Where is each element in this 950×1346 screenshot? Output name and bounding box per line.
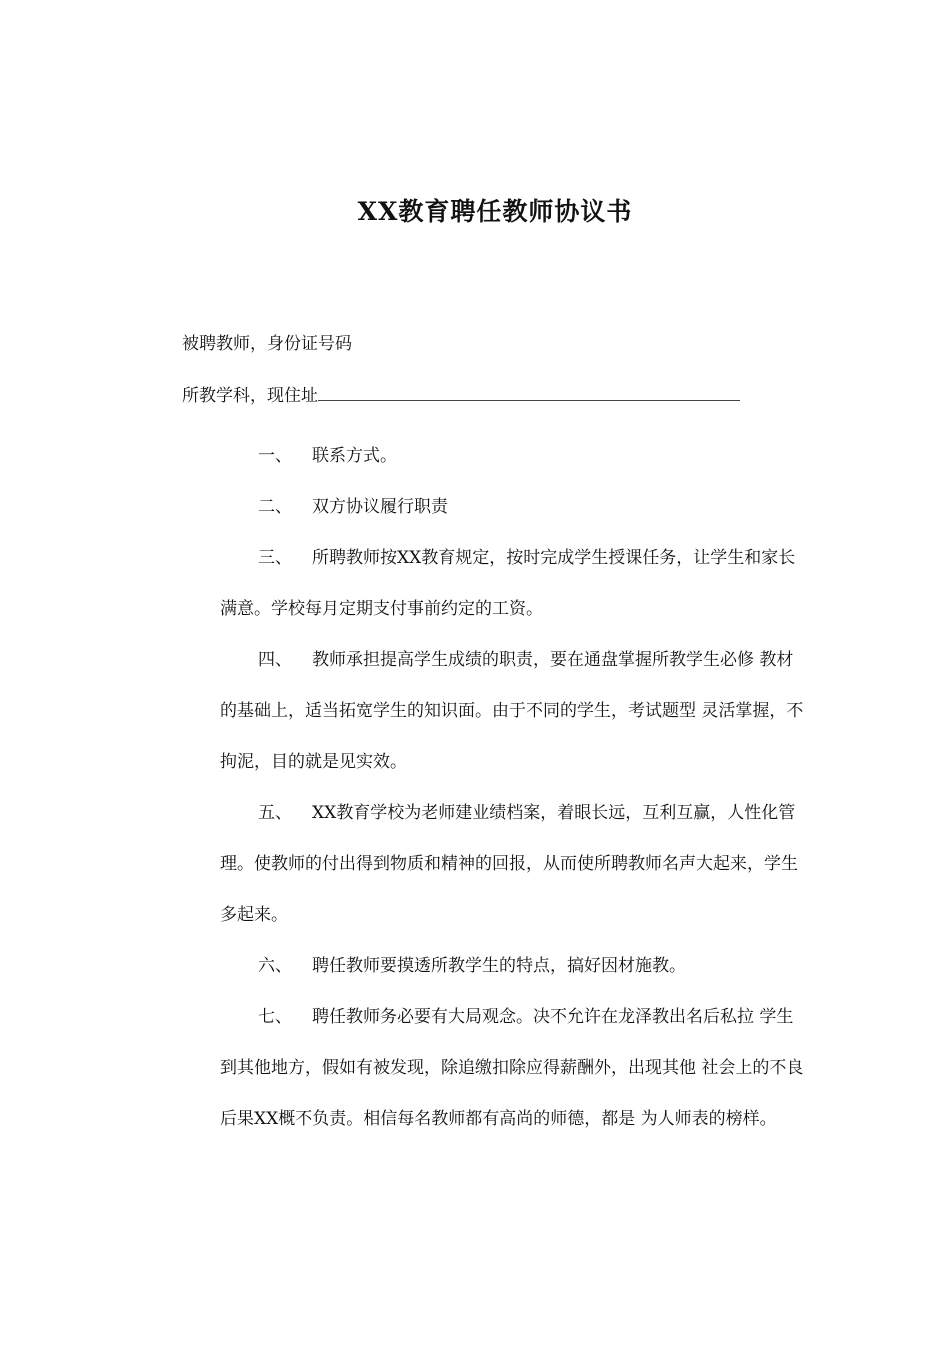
clause-number: 六、 (258, 956, 292, 976)
clause-number: 五、 (258, 803, 292, 823)
clause-text: 聘任教师务必要有大局观念。决不允许在龙泽教出名后私拉 学生到其他地方，假如有被发现，除追缴扣除应得薪酬外，出现其他 社会上的不良后果XX概不负责。相信每名教师都有高尚的师德，都是 为人师表的榜样。 (220, 1007, 804, 1129)
clause-7 (220, 992, 810, 1145)
clause-text: 双方协议履行职责 (312, 497, 448, 517)
clause-number: 二、 (258, 497, 292, 517)
clause-number: 四、 (258, 650, 292, 670)
clause-number: 三、 (258, 548, 292, 568)
address-blank-underline (318, 383, 740, 401)
clause-2 (220, 482, 810, 533)
clause-number: 一、 (258, 446, 292, 466)
clause-text: XX教育学校为老师建业绩档案，着眼长远，互利互赢，人性化管理。使教师的付出得到物质和精神的回报，从而使所聘教师名声大起来，学生多起来。 (220, 803, 798, 925)
document-title: XX教育聘任教师协议书 (357, 197, 633, 226)
clause-text: 聘任教师要摸透所教学生的特点，搞好因材施教。 (312, 956, 686, 976)
subject-address-label: 所教学科，现住址 (182, 386, 318, 406)
clause-5 (220, 788, 810, 941)
clause-text: 所聘教师按XX教育规定，按时完成学生授课任务，让学生和家长满意。学校每月定期支付事前约定的工资。 (220, 548, 796, 619)
clause-1 (220, 431, 810, 482)
clause-text: 教师承担提高学生成绩的职责，要在通盘掌握所教学生必修 教材的基础上，适当拓宽学生的知识面。由于不同的学生，考试题型 灵活掌握，不拘泥，目的就是见实效。 (220, 650, 804, 772)
teacher-id-line (182, 329, 352, 354)
clause-text: 联系方式。 (312, 446, 397, 466)
subject-address-line (182, 381, 740, 406)
clause-3 (220, 533, 810, 635)
clause-6 (220, 941, 810, 992)
clause-4 (220, 635, 810, 788)
clause-list (220, 431, 810, 1145)
clause-number: 七、 (258, 1007, 292, 1027)
teacher-id-label: 被聘教师，身份证号码 (182, 334, 352, 354)
